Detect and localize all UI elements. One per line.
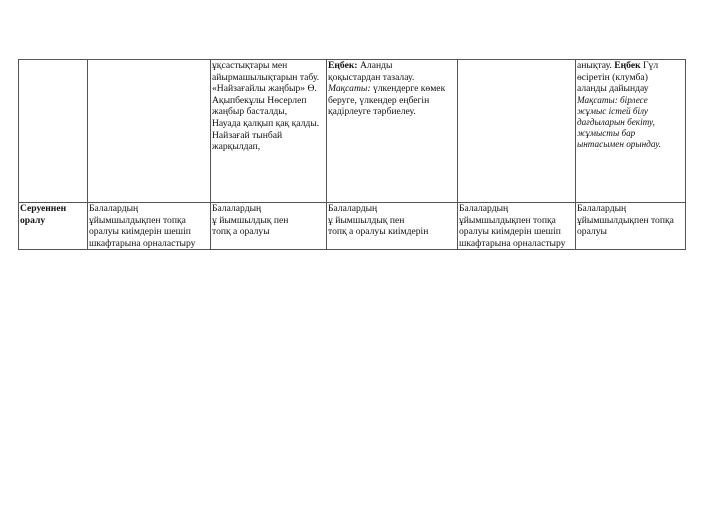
cell-text: Балалардың bbox=[577, 203, 627, 214]
cell-line bbox=[328, 83, 456, 95]
cell-text: аланды дайындау bbox=[577, 83, 649, 95]
cell-text: оралуы bbox=[577, 226, 607, 238]
goal-text: жұмысты бар bbox=[577, 127, 636, 138]
cell-text: қадірлеуге тәрбиелеу. bbox=[328, 106, 416, 118]
cell-text: ұ йымшылдық пен bbox=[212, 214, 289, 226]
work-heading: Еңбек: bbox=[328, 60, 358, 71]
cell-text: Найзағай тынбай bbox=[212, 129, 283, 141]
table-cell bbox=[88, 60, 211, 203]
table-cell bbox=[327, 60, 458, 203]
work-heading: Еңбек bbox=[614, 60, 643, 71]
table-cell bbox=[327, 203, 458, 250]
cell-text: ұйымшылдықпен топқа bbox=[89, 214, 186, 226]
table-cell bbox=[576, 60, 686, 203]
cell-text: оралуы киімдерін шешіп bbox=[459, 226, 561, 238]
goal-label: Мақсаты: bbox=[328, 83, 371, 95]
table-row bbox=[19, 203, 686, 250]
table-cell bbox=[211, 60, 327, 203]
cell-text: «Найзағайлы жаңбыр» Ө. bbox=[212, 83, 317, 95]
row-label-cell bbox=[19, 203, 88, 250]
cell-text: шкафтарына орналастыру bbox=[459, 237, 566, 249]
cell-text: Гүл bbox=[643, 60, 659, 71]
row-label-cell bbox=[19, 60, 88, 203]
cell-text: топқ а оралуы киімдерін bbox=[328, 226, 429, 238]
cell-text: қоқыстардан тазалау. bbox=[328, 71, 415, 83]
row-label: Серуеннен bbox=[20, 203, 67, 214]
row-label: оралу bbox=[20, 214, 46, 226]
cell-text: ұқсастықтары мен bbox=[212, 60, 288, 71]
cell-text: беруге, үлкендер еңбегін bbox=[328, 94, 430, 106]
cell-text: Балалардың bbox=[459, 203, 509, 214]
cell-text: үлкендерге көмек bbox=[370, 83, 446, 95]
goal-text: дағдыларын бекіту, bbox=[577, 116, 655, 127]
plan-table bbox=[18, 59, 686, 250]
cell-text: өсіретін (клумба) bbox=[577, 71, 648, 83]
goal-text: ынтасымен орындау. bbox=[577, 138, 662, 149]
cell-text: жаңбыр басталды, bbox=[212, 106, 288, 118]
cell-text: анықтау. bbox=[577, 60, 615, 71]
goal-text: жұмыс істей білу bbox=[577, 105, 648, 116]
cell-text: оралуы киімдерін шешіп bbox=[89, 226, 191, 238]
cell-text: ұйымшылдықпен топқа bbox=[577, 214, 674, 226]
cell-text: Балалардың bbox=[212, 203, 262, 214]
cell-text: Науада қалқып қақ қалды. bbox=[212, 117, 320, 129]
cell-line bbox=[328, 60, 456, 72]
table-row bbox=[19, 60, 686, 203]
cell-line bbox=[577, 60, 684, 72]
table-cell bbox=[211, 203, 327, 250]
cell-text: Аланды bbox=[357, 60, 393, 71]
cell-text: жарқылдап, bbox=[212, 141, 261, 153]
cell-text: айырмашылықтарын табу. bbox=[212, 71, 320, 83]
table-cell bbox=[458, 60, 576, 203]
cell-text: шкафтарына орналастыру bbox=[89, 237, 196, 249]
table-cell bbox=[88, 203, 211, 250]
cell-text: Балалардың bbox=[89, 203, 139, 214]
cell-text: Балалардың bbox=[328, 203, 378, 214]
goal-text: Мақсаты: бірлесе bbox=[577, 94, 648, 105]
table-cell bbox=[458, 203, 576, 250]
table-cell bbox=[576, 203, 686, 250]
cell-text: топқ а оралуы bbox=[212, 226, 270, 238]
cell-text: ұйымшылдықпен топқа bbox=[459, 214, 556, 226]
cell-text: Ақыпбекұлы Нөсерлеп bbox=[212, 94, 307, 106]
cell-text: ұ йымшылдық пен bbox=[328, 214, 405, 226]
